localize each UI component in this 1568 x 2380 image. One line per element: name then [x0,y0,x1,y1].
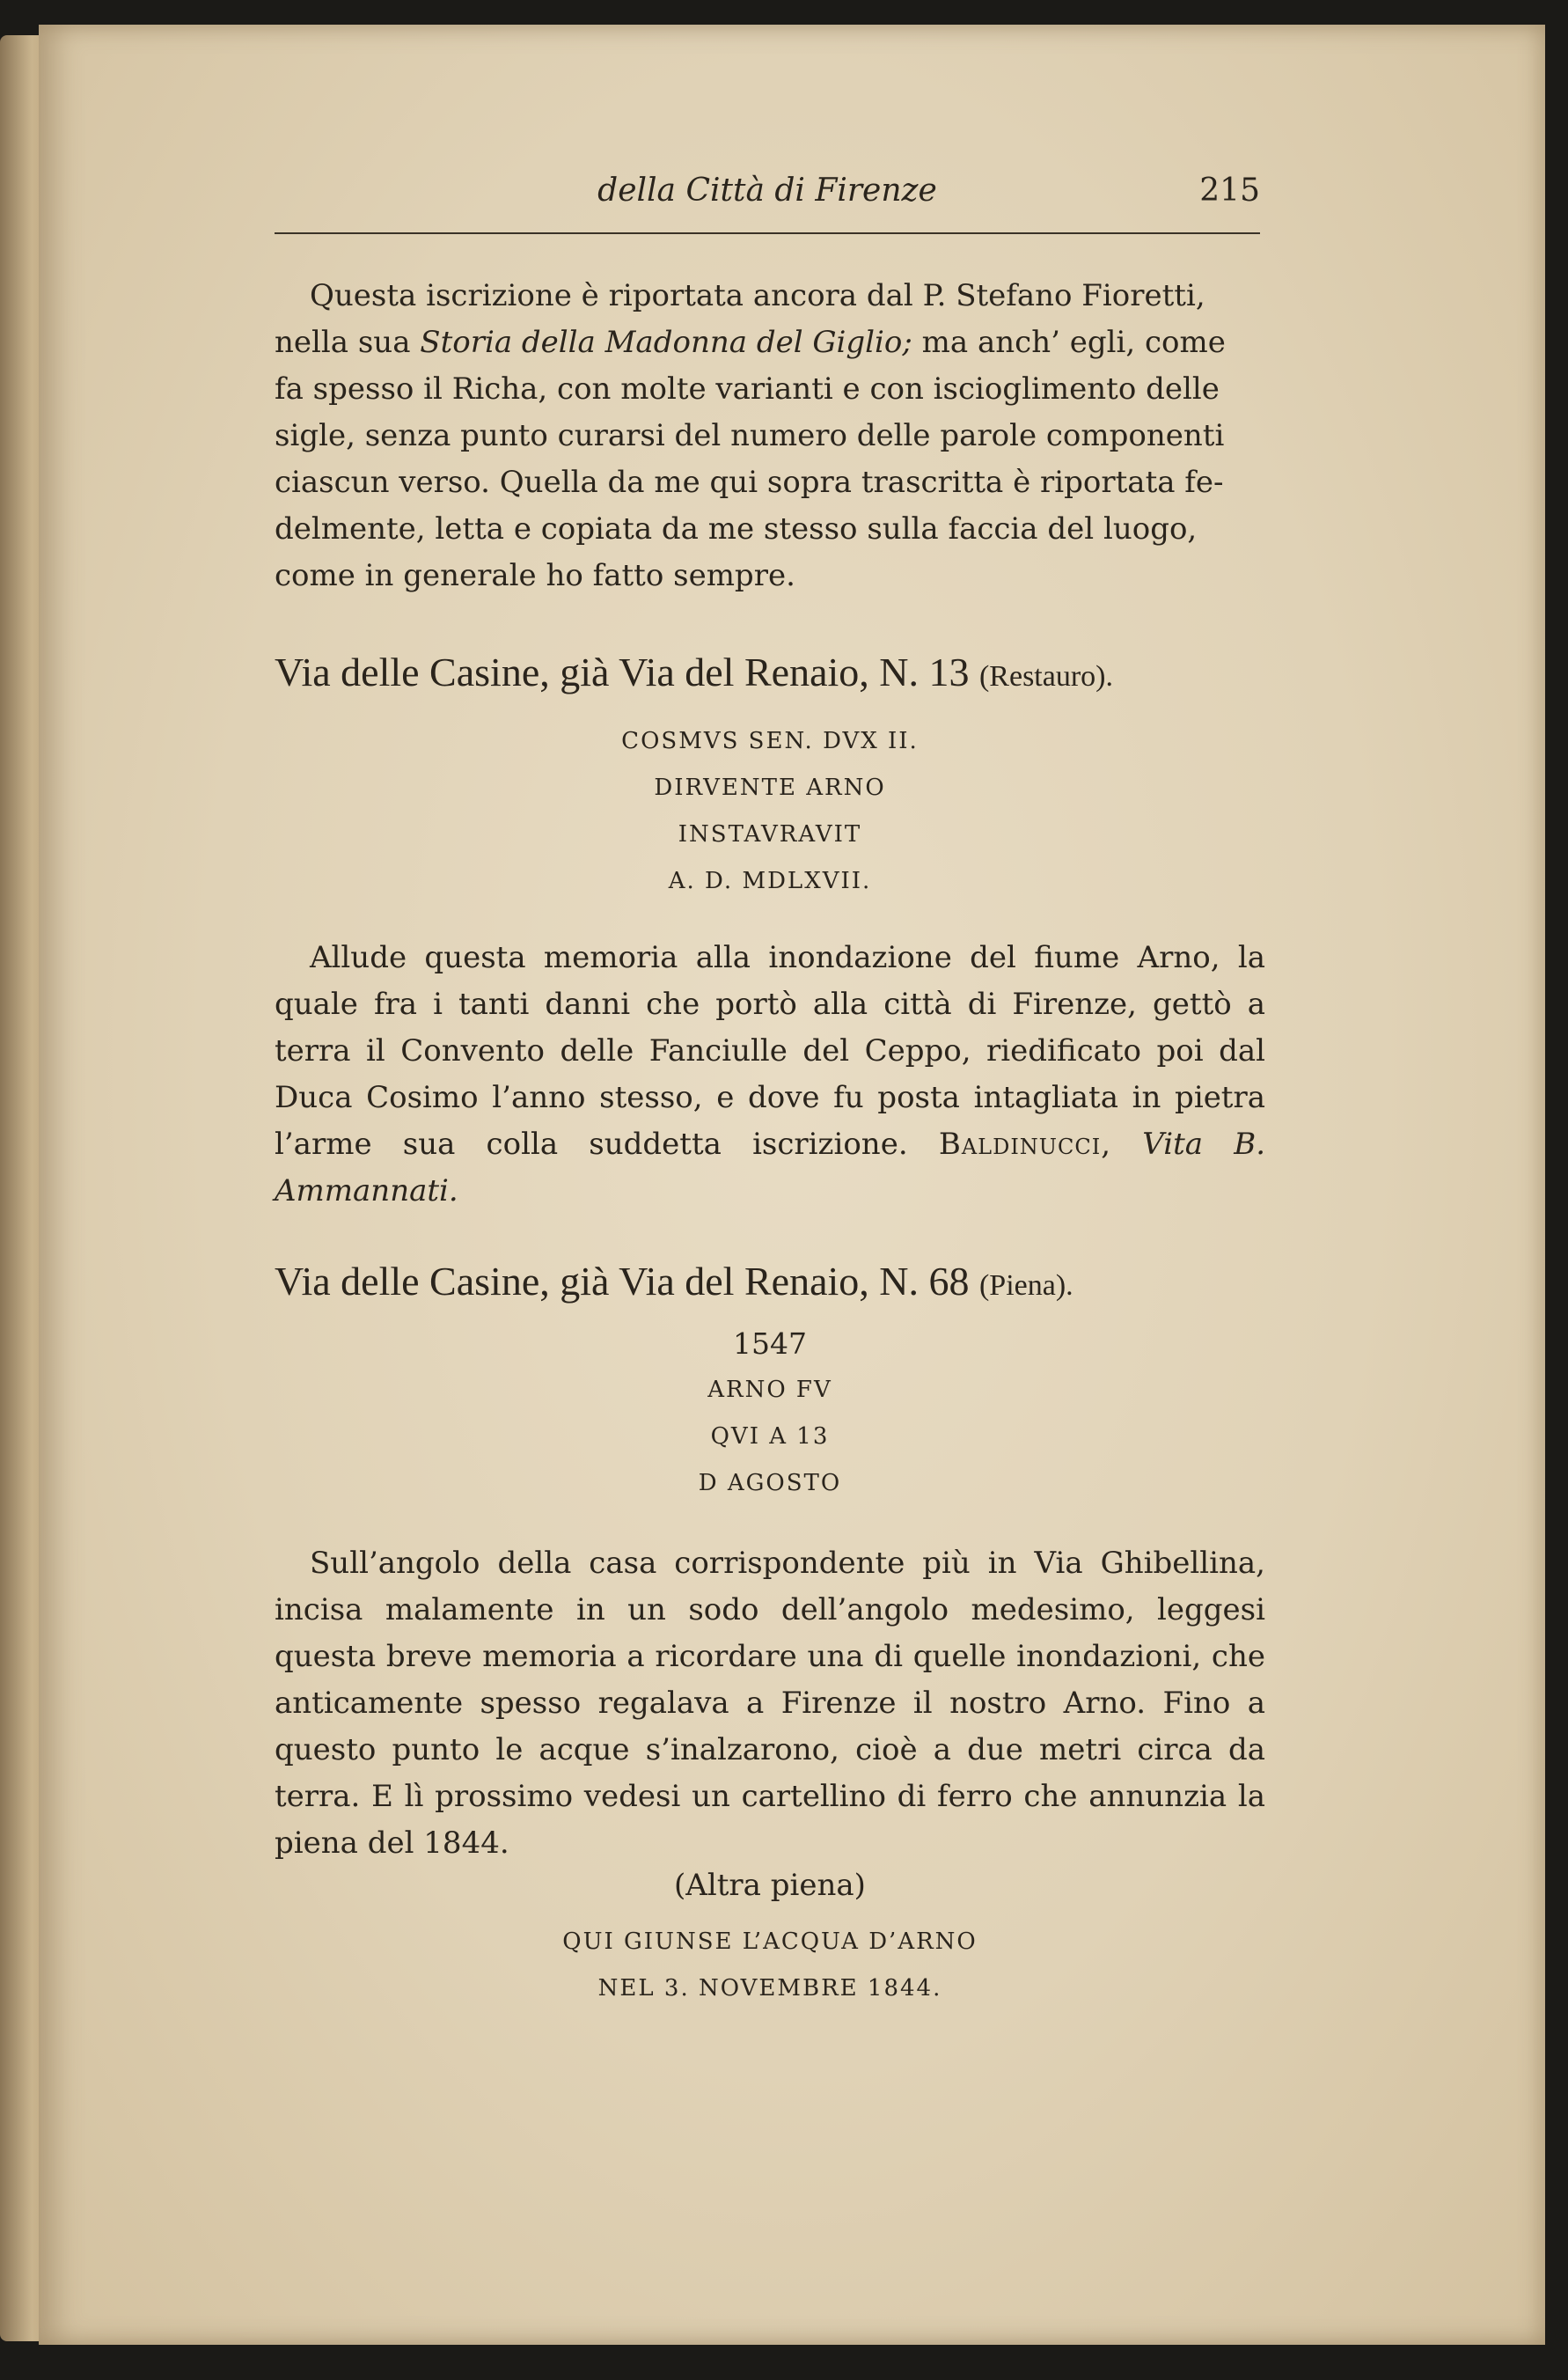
para-line: fa spesso il Richa, con molte varianti e con iscioglimento delle [275,371,1220,407]
para-line: sigle, senza punto curarsi del numero delle parole componenti [275,418,1225,453]
section-heading-restauro [275,646,1269,703]
para-line [275,320,1265,366]
inscription-line: INSTAVRAVIT [678,821,862,848]
inscription-restauro [275,718,1265,905]
heading-note: (Restauro). [978,660,1113,693]
inscription-line: DIRVENTE ARNO [654,775,886,801]
inscription-line: QUI GIUNSE L’ACQUA D’ARNO [562,1928,978,1955]
heading-text: Via delle Casine, già Via del Renaio, N. 13 [275,650,970,694]
page-header [275,173,1260,225]
work-title: Vita B. Ammannati. [275,1127,1265,1208]
book-title: Storia della Madonna del Giglio; [420,325,912,360]
heading-text: Via delle Casine, già Via del Renaio, N. 68 [275,1259,970,1304]
section-heading-piena [275,1255,1269,1312]
inscription-line: ARNO FV [707,1377,832,1403]
inscription-line: A. D. MDLXVII. [668,868,872,894]
inscription-line: COSMVS SEN. DVX II. [621,728,919,754]
paragraph-intro [275,273,1265,599]
para-line: Questa iscrizione è riportata ancora dal P. Stefano Fioretti, [310,278,1205,313]
inscription-1844 [275,1919,1265,2012]
para-text: ma anch’ egli, come [912,325,1226,360]
paragraph-restauro [275,935,1265,1215]
author-name: Baldinucci, [938,1127,1112,1162]
para-line: ciascun verso. Quella da me qui sopra trascritta è riportata fe- [275,465,1224,500]
paragraph-piena: Sull’angolo della casa corrispondente più in Via Ghibellina, incisa malamente in un sodo dell’angolo medesimo, leggesi questa breve memoria a ricordare una di quelle inondazioni, che anticamente spesso regalava a Firenze il nostro Arno. Fino a questo punto le acque s’inalzarono, cioè a due metri circa da terra. E lì prossimo vedesi un cartellino di ferro che annunzia la piena del 1844. [275,1546,1265,1861]
header-rule [275,232,1260,234]
page-number: 215 [1199,173,1260,209]
para-text: Allude questa memoria alla inondazione del fiume Arno, la quale fra i tanti danni che portò alla città di Firenze, gettò a terra il Convento delle Fanciulle del Ceppo, riedificato poi dal Duca Cosimo l’anno stesso, e dove fu posta intagliata in pietra l’arme sua colla suddetta iscrizione. [275,940,1265,1162]
heading-note: (Piena). [978,1269,1073,1302]
para-text: nella sua [275,325,421,360]
inscription-line: QVI A 13 [710,1423,830,1450]
running-title: della Città di Firenze [597,173,937,209]
para-line: delmente, letta e copiata da me stesso sulla faccia del luogo, [275,511,1198,547]
inscription-line: D AGOSTO [698,1470,842,1496]
para-line: come in generale ho fatto sempre. [275,558,795,593]
inscription-line: NEL 3. NOVEMBRE 1844. [597,1975,942,2002]
subheading-altra-piena: (Altra piena) [674,1868,866,1903]
inscription-piena [275,1320,1265,1507]
inscription-line: 1547 [733,1326,807,1361]
